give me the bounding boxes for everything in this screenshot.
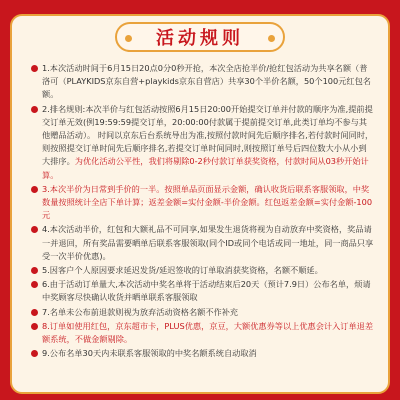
- rule-text: [42, 62, 374, 102]
- rule-item-3: [30, 183, 374, 223]
- bullet-dot-icon: [30, 264, 42, 277]
- bullet-dot-icon: [30, 347, 42, 360]
- rule-segment: 5.因客户个人原因要求延迟发货/延迟签收的订单取消获奖资格，名额不顺延。: [42, 265, 323, 276]
- rule-item-5: [30, 264, 374, 277]
- left-dot-ornament: [125, 35, 132, 42]
- rule-text: [42, 306, 374, 319]
- rule-segment: 1.本次活动时间于6月15日20点0分0秒开抢，本次全店抢半价/抢红包活动为共享名额（普洛可（PLAYKIDS京东自营+playkids京东自营店）共享30个半价名额，50个100元红包名额。: [42, 63, 371, 100]
- bullet-dot-icon: [30, 278, 42, 291]
- bullet-dot-icon: [30, 223, 42, 236]
- rule-segment: 4.本次活动半价，红包和大额礼品不可同享,如果发生退货将视为自动放弃中奖资格，奖品请一并退回，所有奖品需要晒单后联系客服领取(同个ID或同个电话或同一地址，同一商品只享受一次半价优惠)。: [42, 224, 374, 261]
- title-banner: [115, 22, 285, 52]
- rule-segment: 7.名单未公布前退款则视为放弃活动资格名额不作补充: [42, 306, 239, 317]
- rule-text: [42, 103, 374, 182]
- rule-text: [42, 347, 374, 360]
- bullet-dot-icon: [30, 306, 42, 319]
- page-title: 活动规则: [156, 28, 244, 49]
- bullet-dot-icon: [30, 62, 42, 75]
- rule-item-6: [30, 278, 374, 304]
- rule-highlight-segment: 返差金额=实付金额-半价金额。红包返差金额=实付金额-100元: [42, 197, 373, 221]
- rule-highlight-segment: 3.本次半价为日常到手价的一半。按照单品页面显示金额，确认收货后联系客服领取，中奖数量按照统计全店下单计算；: [42, 183, 370, 208]
- rules-panel: [10, 14, 390, 394]
- rule-item-2: [30, 103, 374, 182]
- rule-text: [42, 320, 374, 346]
- rule-text: [42, 278, 374, 304]
- rule-item-9: [30, 347, 374, 360]
- rule-segment: 6.由于活动订单量大,本次活动中奖名单将于活动结束后20天（预计7.9日）公布名单，烦请中奖顾客尽快确认收货并晒单联系客服领取: [42, 279, 371, 303]
- rule-text: [42, 223, 374, 263]
- rules-list: [30, 62, 374, 361]
- bullet-dot-icon: [30, 103, 42, 116]
- bullet-dot-icon: [30, 320, 42, 333]
- rule-item-7: [30, 306, 374, 319]
- rule-text: [42, 264, 374, 277]
- rule-highlight-segment: 8.订单如使用红包，京东超市卡，PLUS优惠，京豆，大额优惠券等以上优惠会计入订单退差额系统，不做金额剔除。: [42, 320, 374, 345]
- rule-item-8: [30, 320, 374, 346]
- rule-segment: 2.排名规则:本次半价与红包活动按照6月15日20:00开始提交订单并付款的顺序为准,提前提交订单无效(例19:59:59提交订单，20:00:00付款属于提前提交订单,此类订单均不参与其他赠品活动）。 时间以京东后台系统导出为准,按照付款时间先后顺序排名,若付款时间同时，则按照提交订单时间先后顺序排名,若提交订单时间同时,则按照订单号后四位数大小从小到大排序。: [42, 103, 374, 167]
- bullet-dot-icon: [30, 183, 42, 196]
- right-dot-ornament: [268, 35, 275, 42]
- rule-text: [42, 183, 374, 223]
- rule-item-4: [30, 223, 374, 263]
- rule-highlight-segment: 为优化活动公平性，我们将剔除0-2秒付款订单获奖资格，付款时间从03秒开始计算。: [42, 156, 369, 180]
- rule-item-1: [30, 62, 374, 102]
- rule-segment: 9.公布名单30天内未联系客服领取的中奖名额系统自动取消: [42, 348, 257, 359]
- title-wrap: [12, 16, 388, 56]
